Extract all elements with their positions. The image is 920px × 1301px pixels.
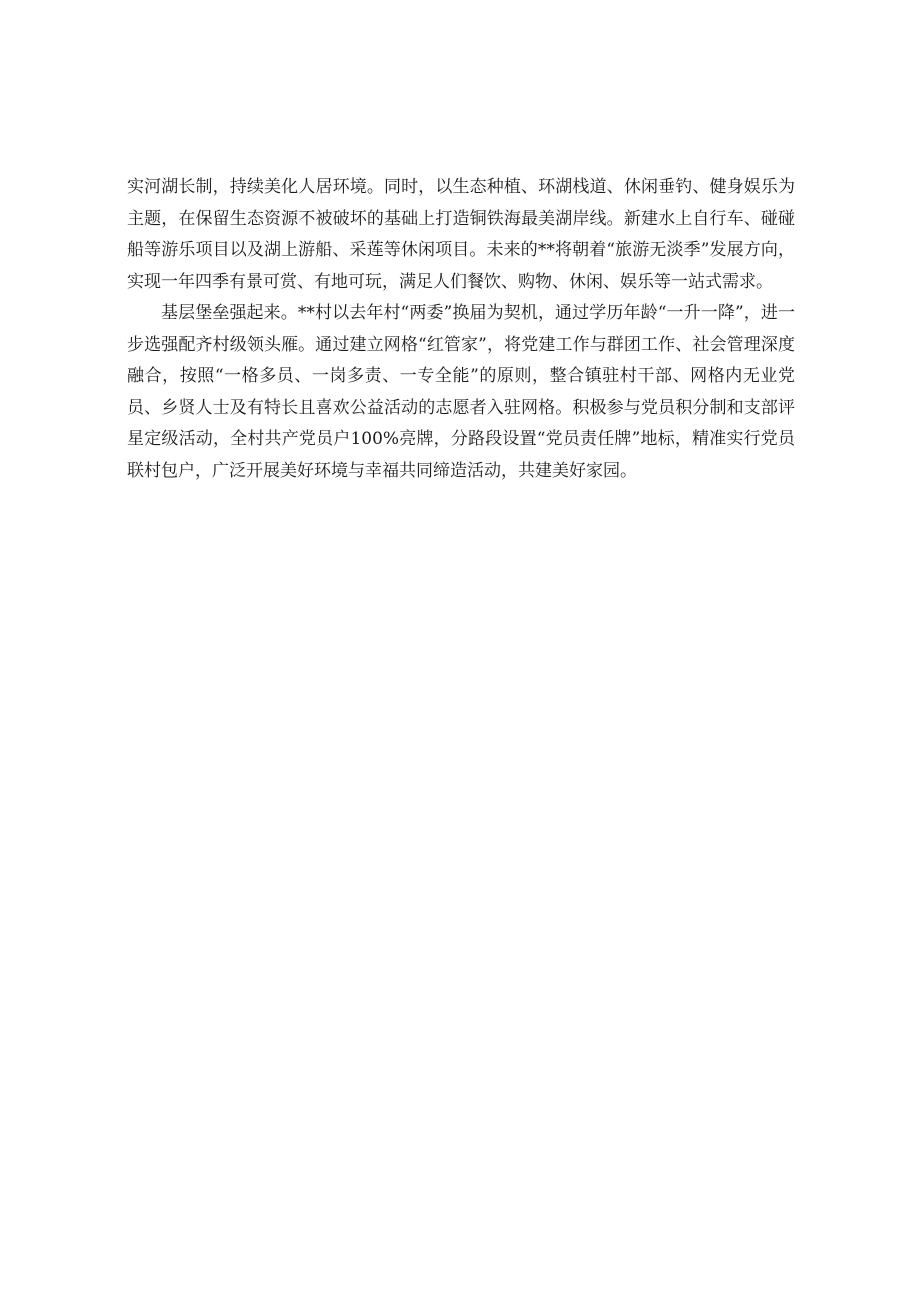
paragraph-grassroots: 基层堡垒强起来。**村以去年村“两委”换届为契机，通过学历年龄“一升一降”，进一步选强配齐村级领头雁。通过建立网格“红管家”，将党建工作与群团工作、社会管理深度融合，按照“一格多员、一岗多责、一专全能”的原则，整合镇驻村干部、网格内无业党员、乡贤人士及有特长且喜欢公益活动的志愿者入驻网格。积极参与党员积分制和支部评星定级活动，全村共产党员户100%亮牌，分路段设置“党员责任牌”地标，精准实行党员联村包户，广泛开展美好环境与幸福共同缔造活动，共建美好家园。 [127, 303, 795, 481]
document-body [127, 172, 795, 487]
paragraph-continuation: 实河湖长制，持续美化人居环境。同时，以生态种植、环湖栈道、休闲垂钓、健身娱乐为主题，在保留生态资源不被破坏的基础上打造铜铁海最美湖岸线。新建水上自行车、碰碰船等游乐项目以及湖上游船、采莲等休闲项目。未来的**将朝着“旅游无淡季”发展方向，实现一年四季有景可赏、有地可玩，满足人们餐饮、购物、休闲、娱乐等一站式需求。 [127, 177, 795, 292]
